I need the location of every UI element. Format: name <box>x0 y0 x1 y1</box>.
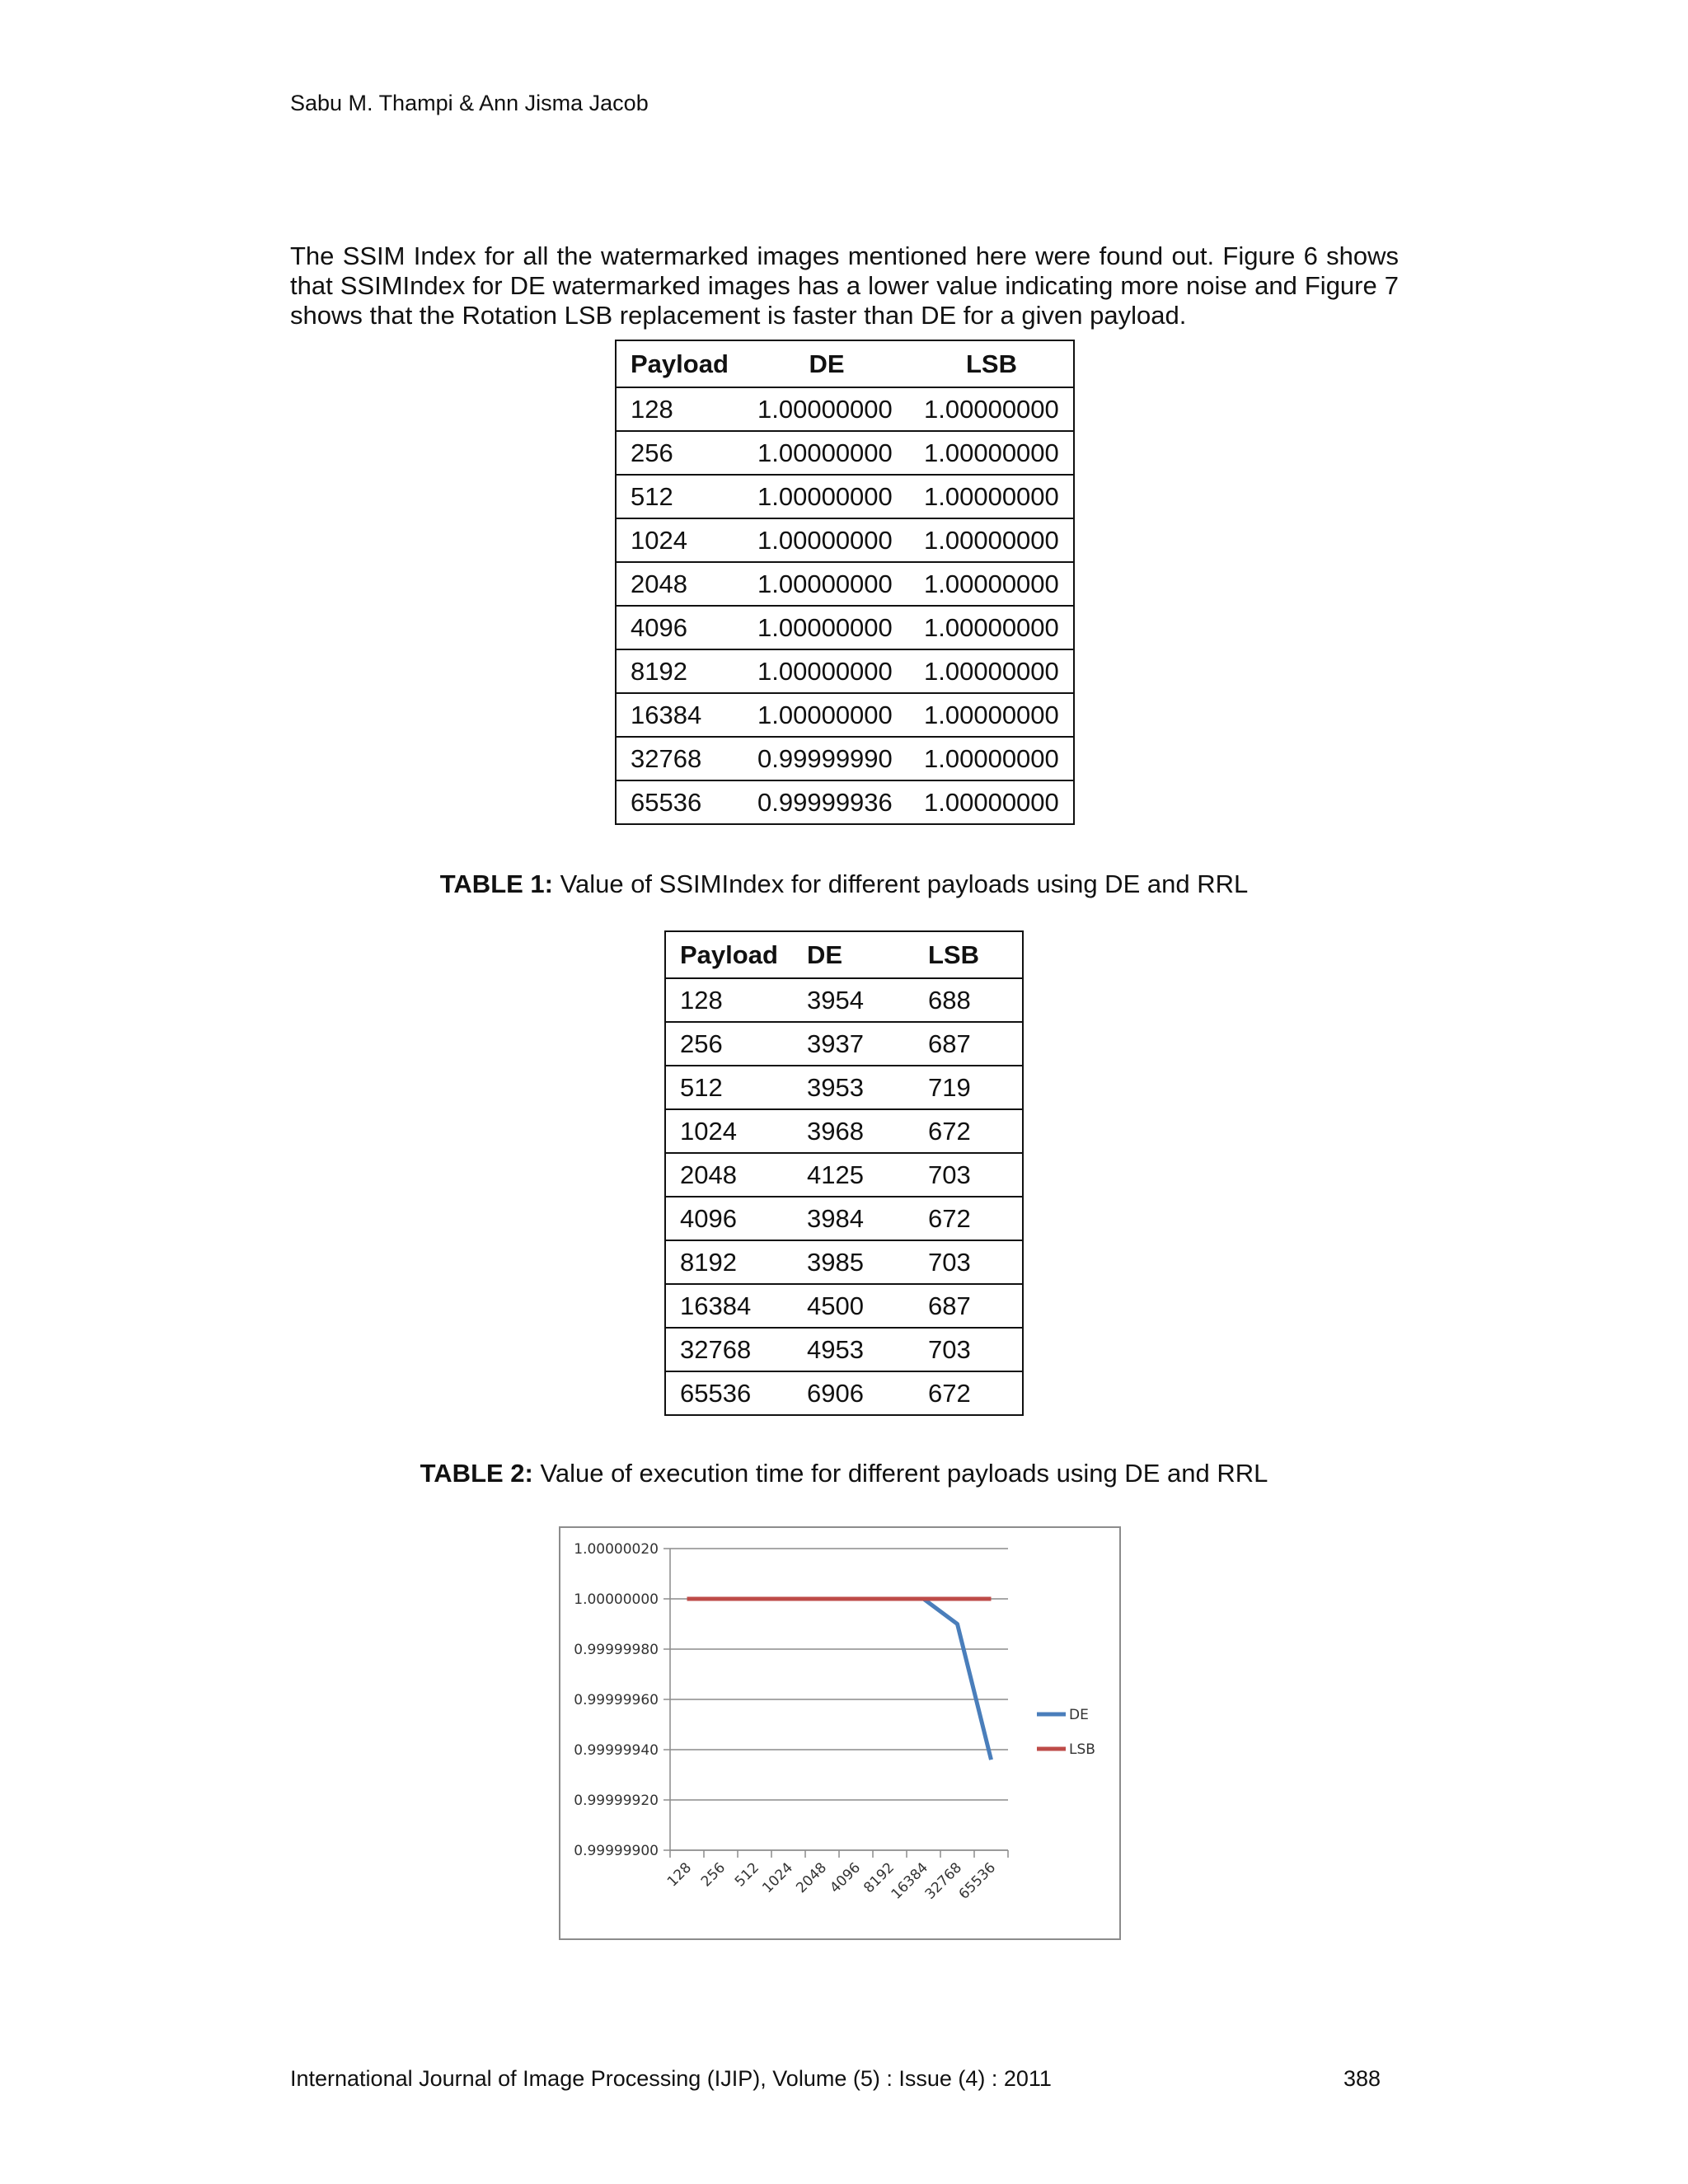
cell-de: 1.00000000 <box>743 649 910 693</box>
table-row <box>665 1284 1023 1328</box>
cell-lsb: 1.00000000 <box>910 518 1074 562</box>
column-header-lsb: LSB <box>914 931 1023 978</box>
table-row <box>665 1328 1023 1371</box>
cell-payload: 32768 <box>665 1328 793 1371</box>
cell-lsb: 1.00000000 <box>910 780 1074 824</box>
cell-lsb: 672 <box>914 1109 1023 1153</box>
cell-de: 3937 <box>793 1022 914 1066</box>
x-tick-label: 65536 <box>955 1859 1000 1903</box>
table-row <box>665 1197 1023 1240</box>
y-tick-label: 0.99999920 <box>574 1793 659 1809</box>
table-row <box>616 562 1074 606</box>
table2-caption-label: TABLE 2: <box>420 1459 533 1488</box>
table-header-row <box>616 340 1074 387</box>
cell-payload: 16384 <box>665 1284 793 1328</box>
cell-lsb: 1.00000000 <box>910 606 1074 649</box>
cell-de: 3953 <box>793 1066 914 1109</box>
cell-payload: 1024 <box>665 1109 793 1153</box>
cell-de: 1.00000000 <box>743 606 910 649</box>
cell-lsb: 719 <box>914 1066 1023 1109</box>
cell-de: 1.00000000 <box>743 518 910 562</box>
cell-lsb: 1.00000000 <box>910 737 1074 780</box>
x-tick-label: 128 <box>663 1859 696 1891</box>
cell-de: 1.00000000 <box>743 693 910 737</box>
cell-lsb: 687 <box>914 1284 1023 1328</box>
y-tick-label: 0.99999960 <box>574 1692 659 1708</box>
table-row <box>616 387 1074 431</box>
cell-de: 1.00000000 <box>743 475 910 518</box>
table-row <box>665 1240 1023 1284</box>
cell-lsb: 703 <box>914 1328 1023 1371</box>
cell-lsb: 1.00000000 <box>910 475 1074 518</box>
table-row <box>616 693 1074 737</box>
table1-caption <box>0 869 1688 899</box>
table-execution-time <box>664 930 1024 1416</box>
table-row <box>616 737 1074 780</box>
x-tick-label: 256 <box>697 1859 729 1891</box>
y-tick-label: 0.99999980 <box>574 1642 659 1658</box>
cell-payload: 4096 <box>665 1197 793 1240</box>
x-tick-label: 8192 <box>860 1859 898 1897</box>
y-tick-label: 0.99999900 <box>574 1843 659 1859</box>
cell-payload: 128 <box>616 387 743 431</box>
cell-de: 3954 <box>793 978 914 1022</box>
cell-de: 4500 <box>793 1284 914 1328</box>
table-row <box>616 780 1074 824</box>
cell-lsb: 1.00000000 <box>910 431 1074 475</box>
table-row <box>665 1066 1023 1109</box>
cell-de: 1.00000000 <box>743 562 910 606</box>
footer-journal: International Journal of Image Processing (IJIP), Volume (5) : Issue (4) : 2011 <box>290 2066 1052 2091</box>
cell-payload: 512 <box>616 475 743 518</box>
table2-caption <box>0 1459 1688 1488</box>
table2-caption-text: Value of execution time for different payloads using DE and RRL <box>532 1459 1268 1488</box>
table-row <box>616 518 1074 562</box>
legend-label-de: DE <box>1069 1707 1089 1723</box>
cell-lsb: 687 <box>914 1022 1023 1066</box>
table1-caption-label: TABLE 1: <box>439 869 553 898</box>
cell-lsb: 1.00000000 <box>910 649 1074 693</box>
table-ssim-index <box>615 340 1075 825</box>
cell-de: 3984 <box>793 1197 914 1240</box>
cell-de: 0.99999936 <box>743 780 910 824</box>
cell-payload: 65536 <box>616 780 743 824</box>
table-row <box>665 1109 1023 1153</box>
y-tick-label: 0.99999940 <box>574 1742 659 1759</box>
cell-lsb: 1.00000000 <box>910 387 1074 431</box>
column-header-payload: Payload <box>665 931 793 978</box>
cell-payload: 16384 <box>616 693 743 737</box>
x-tick-label: 32768 <box>921 1859 966 1903</box>
x-tick-label: 4096 <box>827 1859 865 1897</box>
cell-payload: 1024 <box>616 518 743 562</box>
table-row <box>665 978 1023 1022</box>
cell-payload: 65536 <box>665 1371 793 1415</box>
running-header-author: Sabu M. Thampi & Ann Jisma Jacob <box>290 91 649 115</box>
cell-de: 6906 <box>793 1371 914 1415</box>
cell-payload: 8192 <box>665 1240 793 1284</box>
cell-payload: 256 <box>665 1022 793 1066</box>
cell-payload: 256 <box>616 431 743 475</box>
table-row <box>616 649 1074 693</box>
table-row <box>665 1371 1023 1415</box>
x-tick-label: 2048 <box>793 1859 831 1897</box>
x-tick-label: 1024 <box>759 1859 797 1897</box>
y-tick-label: 1.00000020 <box>574 1541 659 1558</box>
x-tick-label: 16384 <box>888 1859 932 1903</box>
table-row <box>665 1022 1023 1066</box>
table-row <box>665 1153 1023 1197</box>
cell-lsb: 703 <box>914 1153 1023 1197</box>
table-header-row <box>665 931 1023 978</box>
cell-payload: 2048 <box>616 562 743 606</box>
cell-lsb: 703 <box>914 1240 1023 1284</box>
cell-de: 1.00000000 <box>743 387 910 431</box>
cell-payload: 8192 <box>616 649 743 693</box>
cell-payload: 128 <box>665 978 793 1022</box>
cell-de: 3985 <box>793 1240 914 1284</box>
table1-caption-text: Value of SSIMIndex for different payloads using DE and RRL <box>552 869 1249 898</box>
cell-de: 0.99999990 <box>743 737 910 780</box>
cell-payload: 512 <box>665 1066 793 1109</box>
cell-lsb: 1.00000000 <box>910 562 1074 606</box>
cell-payload: 4096 <box>616 606 743 649</box>
table-row <box>616 475 1074 518</box>
column-header-payload: Payload <box>616 340 743 387</box>
x-tick-label: 512 <box>731 1859 763 1891</box>
cell-lsb: 1.00000000 <box>910 693 1074 737</box>
y-tick-label: 1.00000000 <box>574 1591 659 1608</box>
footer-page-number: 388 <box>1343 2066 1381 2091</box>
table-row <box>616 431 1074 475</box>
cell-lsb: 672 <box>914 1197 1023 1240</box>
column-header-de: DE <box>793 931 914 978</box>
cell-de: 4125 <box>793 1153 914 1197</box>
legend-label-lsb: LSB <box>1069 1741 1095 1758</box>
column-header-de: DE <box>743 340 910 387</box>
column-header-lsb: LSB <box>910 340 1074 387</box>
cell-lsb: 688 <box>914 978 1023 1022</box>
cell-lsb: 672 <box>914 1371 1023 1415</box>
ssim-line-chart <box>559 1526 1121 1943</box>
cell-payload: 32768 <box>616 737 743 780</box>
cell-de: 1.00000000 <box>743 431 910 475</box>
cell-payload: 2048 <box>665 1153 793 1197</box>
body-paragraph: The SSIM Index for all the watermarked images mentioned here were found out. Figure 6 shows that SSIMIndex for DE watermarked images has a lower value indicating more noise and Figure 7 shows that the Rotation LSB replacement is faster than DE for a given payload. <box>290 241 1399 330</box>
cell-de: 4953 <box>793 1328 914 1371</box>
table-row <box>616 606 1074 649</box>
cell-de: 3968 <box>793 1109 914 1153</box>
